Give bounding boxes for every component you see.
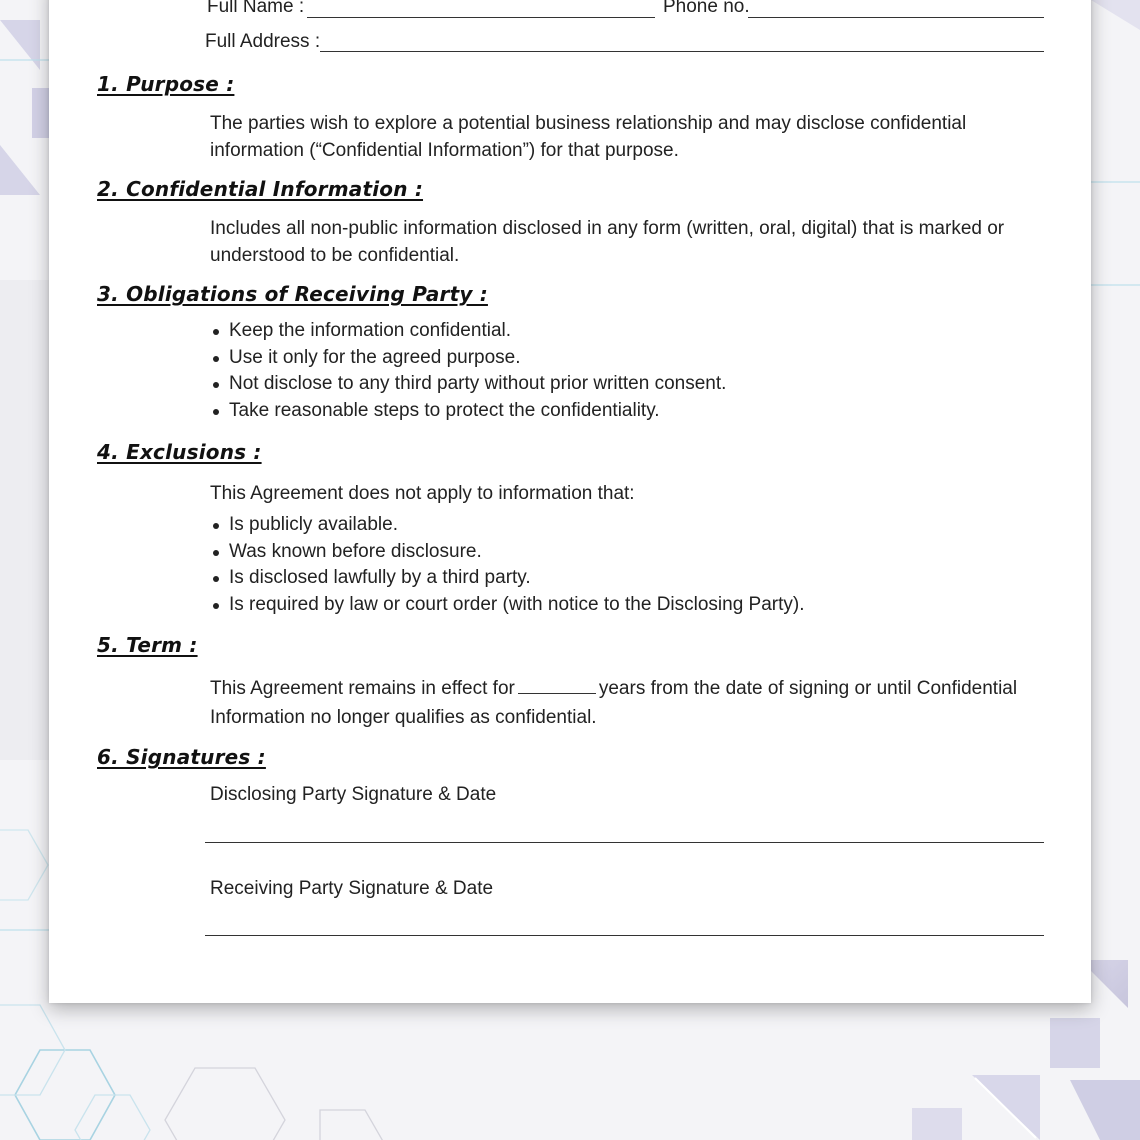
full-name-field[interactable] — [307, 17, 655, 18]
term-heading: 5. Term : — [97, 633, 198, 657]
purpose-heading: 1. Purpose : — [97, 72, 235, 96]
exclusions-intro: This Agreement does not apply to information that: — [210, 483, 635, 504]
list-item: Take reasonable steps to protect the confidentiality. — [210, 398, 726, 425]
full-address-field[interactable] — [320, 51, 1044, 52]
disclosing-signature-field[interactable] — [205, 842, 1044, 843]
receiving-signature-field[interactable] — [205, 935, 1044, 936]
term-text — [210, 674, 1030, 732]
receiving-signature-label: Receiving Party Signature & Date — [210, 878, 494, 899]
term-years-field[interactable] — [518, 675, 596, 694]
list-item: Keep the information confidential. — [210, 318, 726, 345]
phone-label: Phone no. — [663, 0, 750, 17]
list-item: Use it only for the agreed purpose. — [210, 345, 726, 372]
full-address-label: Full Address : — [205, 31, 321, 52]
obligations-list — [210, 318, 726, 425]
signatures-heading: 6. Signatures : — [97, 745, 266, 769]
obligations-heading: 3. Obligations of Receiving Party : — [97, 282, 488, 306]
exclusions-list — [210, 512, 805, 619]
term-text-after: years from the date of signing or until Confidential Information no longer qualifies as confidential. — [210, 678, 1018, 728]
term-text-before: This Agreement remains in effect for — [210, 678, 515, 699]
list-item: Is publicly available. — [210, 512, 805, 539]
phone-field[interactable] — [748, 17, 1044, 18]
list-item: Was known before disclosure. — [210, 539, 805, 566]
list-item: Not disclose to any third party without prior written consent. — [210, 371, 726, 398]
exclusions-heading: 4. Exclusions : — [97, 440, 262, 464]
purpose-text: The parties wish to explore a potential business relationship and may disclose confidential information (“Confidential Information”) for that purpose. — [210, 113, 967, 161]
confidential-text: Includes all non-public information disclosed in any form (written, oral, digital) that is marked or understood to be confidential. — [210, 218, 1005, 266]
full-name-label: Full Name : — [207, 0, 305, 17]
disclosing-signature-label: Disclosing Party Signature & Date — [210, 784, 497, 805]
list-item: Is required by law or court order (with notice to the Disclosing Party). — [210, 592, 805, 619]
list-item: Is disclosed lawfully by a third party. — [210, 565, 805, 592]
confidential-heading: 2. Confidential Information : — [97, 177, 424, 201]
